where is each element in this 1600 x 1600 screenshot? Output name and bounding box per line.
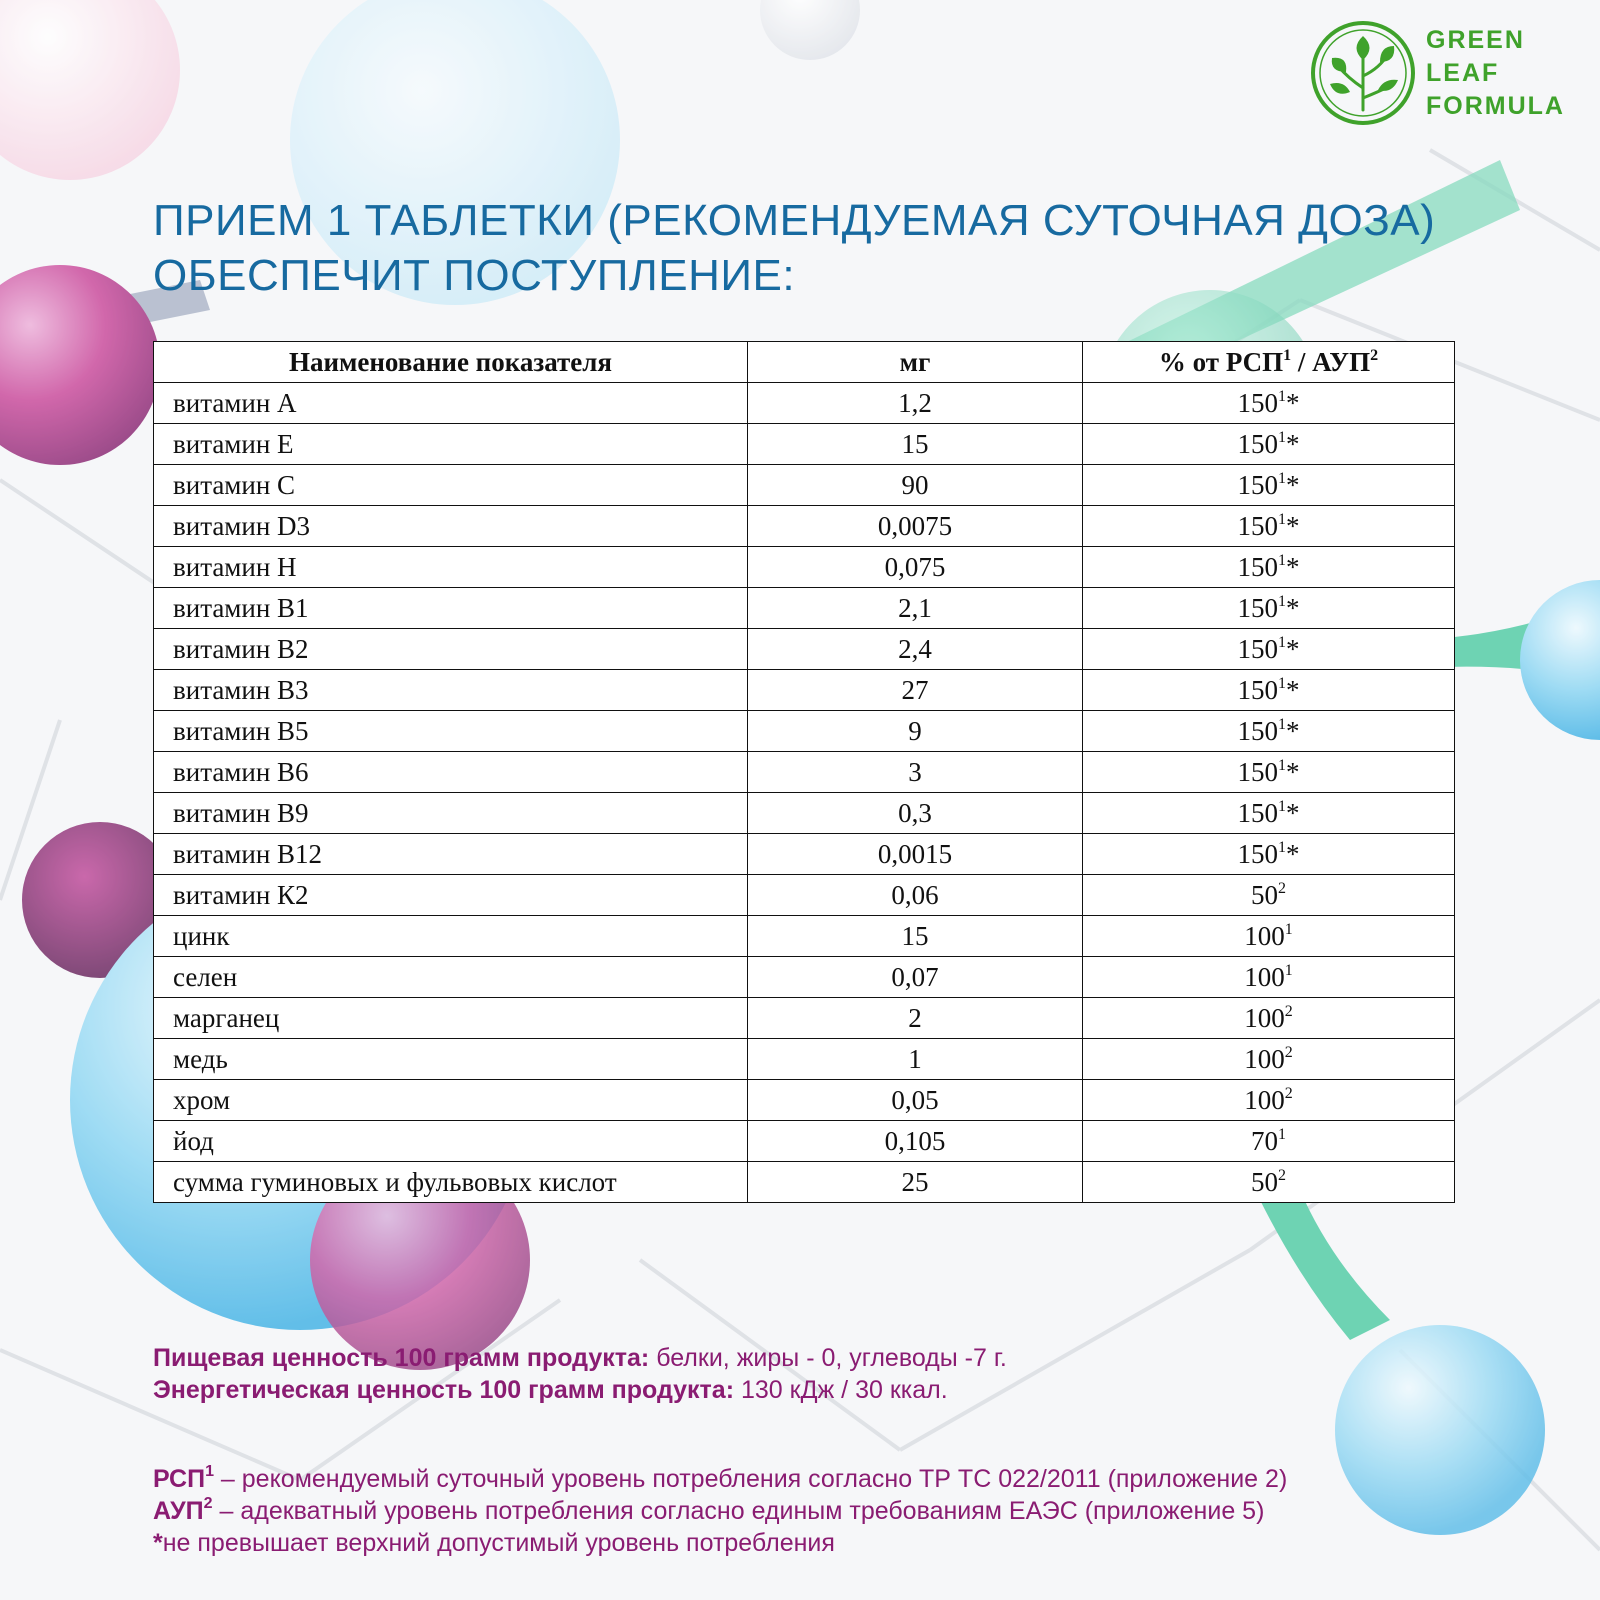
percent-upper-limit-mark: * xyxy=(1286,470,1300,500)
nutrient-name: сумма гуминовых и фульвовых кислот xyxy=(154,1162,748,1203)
percent-value: 150 xyxy=(1237,511,1278,541)
energy-value-label: Энергетическая ценность 100 грамм продукта: xyxy=(153,1376,735,1404)
nutrient-name: витамин В3 xyxy=(154,670,748,711)
table-row xyxy=(154,506,1455,547)
percent-upper-limit-mark: * xyxy=(1286,593,1300,623)
table-row xyxy=(154,998,1455,1039)
nutrient-name: марганец xyxy=(154,998,748,1039)
percent-footnote-ref: 1 xyxy=(1278,716,1286,733)
percent-upper-limit-mark: * xyxy=(1286,839,1300,869)
page-title xyxy=(153,193,1533,303)
nutrient-mg: 25 xyxy=(748,1162,1083,1203)
percent-footnote-ref: 1 xyxy=(1278,634,1286,651)
nutrient-percent xyxy=(1083,711,1455,752)
nutrient-percent xyxy=(1083,506,1455,547)
percent-value: 100 xyxy=(1244,921,1285,951)
table-row xyxy=(154,916,1455,957)
title-line-2: ОБЕСПЕЧИТ ПОСТУПЛЕНИЕ: xyxy=(153,251,796,300)
percent-value: 50 xyxy=(1251,880,1278,910)
percent-footnote-ref: 1 xyxy=(1284,962,1293,979)
nutrient-percent xyxy=(1083,547,1455,588)
percent-value: 150 xyxy=(1237,429,1278,459)
nutrient-percent xyxy=(1083,793,1455,834)
nutrient-mg: 0,105 xyxy=(748,1121,1083,1162)
percent-footnote-ref: 2 xyxy=(1284,1085,1293,1102)
percent-value: 100 xyxy=(1244,1044,1285,1074)
footnote-rsp-sup: 1 xyxy=(205,1463,214,1480)
footnote-rsp-label: РСП xyxy=(153,1465,206,1493)
nutrient-mg: 9 xyxy=(748,711,1083,752)
percent-upper-limit-mark: * xyxy=(1286,511,1300,541)
table-row xyxy=(154,793,1455,834)
percent-value: 150 xyxy=(1237,552,1278,582)
food-value-text: белки, жиры - 0, углеводы -7 г. xyxy=(649,1344,1007,1372)
nutrient-mg: 15 xyxy=(748,424,1083,465)
nutrient-percent xyxy=(1083,752,1455,793)
percent-footnote-ref: 1 xyxy=(1278,839,1286,856)
footnotes xyxy=(153,1463,1287,1559)
footnote-aup xyxy=(153,1495,1287,1527)
percent-footnote-ref: 1 xyxy=(1278,1126,1286,1143)
nutrient-name: витамин D3 xyxy=(154,506,748,547)
percent-footnote-ref: 1 xyxy=(1278,470,1286,487)
percent-upper-limit-mark: * xyxy=(1286,552,1300,582)
percent-footnote-ref: 2 xyxy=(1284,1044,1293,1061)
nutrient-percent xyxy=(1083,875,1455,916)
nutrient-percent xyxy=(1083,629,1455,670)
nutrient-name: хром xyxy=(154,1080,748,1121)
percent-upper-limit-mark: * xyxy=(1286,757,1300,787)
nutrient-mg: 1 xyxy=(748,1039,1083,1080)
nutrient-mg: 1,2 xyxy=(748,383,1083,424)
leaf-emblem-icon xyxy=(1308,18,1418,128)
table-row xyxy=(154,957,1455,998)
nutrient-name: витамин В12 xyxy=(154,834,748,875)
nutrient-percent xyxy=(1083,1080,1455,1121)
nutrient-name: витамин Е xyxy=(154,424,748,465)
nutrient-name: витамин С xyxy=(154,465,748,506)
table-row xyxy=(154,383,1455,424)
nutrient-percent xyxy=(1083,1121,1455,1162)
footnote-star-text: не превышает верхний допустимый уровень потребления xyxy=(162,1529,835,1557)
logo-line-3: FORMULA xyxy=(1426,92,1565,120)
table-row xyxy=(154,424,1455,465)
table-row xyxy=(154,875,1455,916)
percent-upper-limit-mark: * xyxy=(1286,675,1300,705)
table-row xyxy=(154,834,1455,875)
percent-footnote-ref: 1 xyxy=(1284,921,1293,938)
nutrient-mg: 0,0015 xyxy=(748,834,1083,875)
nutrient-percent xyxy=(1083,957,1455,998)
table-row xyxy=(154,629,1455,670)
footnote-rsp-text: – рекомендуемый суточный уровень потребления согласно ТР ТС 022/2011 (приложение 2) xyxy=(213,1465,1288,1493)
footnote-aup-text: – адекватный уровень потребления согласно единым требованиям ЕАЭС (приложение 5) xyxy=(212,1497,1265,1525)
nutrient-name: цинк xyxy=(154,916,748,957)
percent-value: 150 xyxy=(1237,634,1278,664)
header-pct-sup2: 2 xyxy=(1370,347,1379,364)
nutrient-percent xyxy=(1083,383,1455,424)
percent-upper-limit-mark: * xyxy=(1286,429,1300,459)
table-row xyxy=(154,1121,1455,1162)
nutrient-name: витамин В6 xyxy=(154,752,748,793)
table-row xyxy=(154,1162,1455,1203)
nutrient-mg: 2,4 xyxy=(748,629,1083,670)
energy-value-text: 130 кДж / 30 ккал. xyxy=(734,1376,948,1404)
table-body xyxy=(154,383,1455,1203)
nutrient-mg: 0,3 xyxy=(748,793,1083,834)
percent-value: 150 xyxy=(1237,593,1278,623)
percent-value: 150 xyxy=(1237,470,1278,500)
nutrient-mg: 0,07 xyxy=(748,957,1083,998)
percent-footnote-ref: 2 xyxy=(1278,880,1286,897)
percent-footnote-ref: 2 xyxy=(1278,1167,1286,1184)
nutrient-name: витамин В2 xyxy=(154,629,748,670)
percent-footnote-ref: 1 xyxy=(1278,388,1286,405)
header-pct-sup1: 1 xyxy=(1283,347,1292,364)
table-row xyxy=(154,547,1455,588)
header-pct-prefix: % от РСП xyxy=(1158,347,1284,377)
percent-value: 100 xyxy=(1244,1085,1285,1115)
nutrient-mg: 2,1 xyxy=(748,588,1083,629)
percent-value: 100 xyxy=(1244,1003,1285,1033)
column-header-mg: мг xyxy=(748,342,1083,383)
nutrient-name: витамин К2 xyxy=(154,875,748,916)
nutrient-mg: 0,075 xyxy=(748,547,1083,588)
nutrient-mg: 3 xyxy=(748,752,1083,793)
table-row xyxy=(154,752,1455,793)
logo-text xyxy=(1426,24,1565,123)
nutrient-mg: 0,0075 xyxy=(748,506,1083,547)
column-header-name: Наименование показателя xyxy=(154,342,748,383)
table-row xyxy=(154,711,1455,752)
food-value-line xyxy=(153,1342,1007,1374)
nutrient-percent xyxy=(1083,1039,1455,1080)
percent-value: 150 xyxy=(1237,798,1278,828)
footnote-star-label: * xyxy=(153,1529,163,1557)
nutrient-mg: 90 xyxy=(748,465,1083,506)
table-row xyxy=(154,1080,1455,1121)
table-row xyxy=(154,1039,1455,1080)
footnote-star xyxy=(153,1527,1287,1559)
table-row xyxy=(154,670,1455,711)
percent-value: 70 xyxy=(1251,1126,1278,1156)
nutrient-mg: 15 xyxy=(748,916,1083,957)
footnote-rsp xyxy=(153,1463,1287,1495)
nutrient-percent xyxy=(1083,1162,1455,1203)
nutrient-name: селен xyxy=(154,957,748,998)
percent-upper-limit-mark: * xyxy=(1286,634,1300,664)
nutrient-percent xyxy=(1083,916,1455,957)
table-row xyxy=(154,465,1455,506)
nutrient-mg: 0,05 xyxy=(748,1080,1083,1121)
header-pct-sep: / АУП xyxy=(1291,347,1371,377)
nutrient-mg: 27 xyxy=(748,670,1083,711)
percent-value: 50 xyxy=(1251,1167,1278,1197)
percent-footnote-ref: 2 xyxy=(1284,1003,1293,1020)
percent-value: 150 xyxy=(1237,675,1278,705)
nutrient-name: витамин В5 xyxy=(154,711,748,752)
nutrient-mg: 2 xyxy=(748,998,1083,1039)
percent-footnote-ref: 1 xyxy=(1278,593,1286,610)
nutrient-name: йод xyxy=(154,1121,748,1162)
percent-value: 100 xyxy=(1244,962,1285,992)
percent-footnote-ref: 1 xyxy=(1278,757,1286,774)
percent-upper-limit-mark: * xyxy=(1286,716,1300,746)
percent-value: 150 xyxy=(1237,757,1278,787)
title-line-1: ПРИЕМ 1 ТАБЛЕТКИ (РЕКОМЕНДУЕМАЯ СУТОЧНАЯ ДОЗА) xyxy=(153,196,1436,245)
nutrient-mg: 0,06 xyxy=(748,875,1083,916)
green-leaf-logo xyxy=(1308,18,1588,128)
column-header-percent xyxy=(1083,342,1455,383)
nutrient-name: витамин А xyxy=(154,383,748,424)
percent-upper-limit-mark: * xyxy=(1286,798,1300,828)
nutrient-name: витамин В9 xyxy=(154,793,748,834)
nutrient-percent xyxy=(1083,465,1455,506)
nutrient-name: медь xyxy=(154,1039,748,1080)
footnote-aup-sup: 2 xyxy=(203,1495,213,1512)
percent-value: 150 xyxy=(1237,716,1278,746)
logo-line-1: GREEN xyxy=(1426,26,1525,54)
percent-value: 150 xyxy=(1237,839,1278,869)
percent-footnote-ref: 1 xyxy=(1278,552,1286,569)
food-value-label: Пищевая ценность 100 грамм продукта: xyxy=(153,1344,650,1372)
percent-footnote-ref: 1 xyxy=(1278,511,1286,528)
nutrient-table xyxy=(153,341,1455,1203)
energy-value-line xyxy=(153,1374,1007,1406)
nutrition-info xyxy=(153,1342,1007,1406)
table-row xyxy=(154,588,1455,629)
nutrient-percent xyxy=(1083,834,1455,875)
percent-footnote-ref: 1 xyxy=(1278,675,1286,692)
nutrient-percent xyxy=(1083,670,1455,711)
percent-footnote-ref: 1 xyxy=(1278,798,1286,815)
percent-upper-limit-mark: * xyxy=(1286,388,1300,418)
percent-footnote-ref: 1 xyxy=(1278,429,1286,446)
footnote-aup-label: АУП xyxy=(153,1497,204,1525)
nutrient-name: витамин В1 xyxy=(154,588,748,629)
logo-line-2: LEAF xyxy=(1426,59,1500,87)
nutrient-percent xyxy=(1083,424,1455,465)
table-header-row xyxy=(154,342,1455,383)
nutrient-percent xyxy=(1083,998,1455,1039)
percent-value: 150 xyxy=(1237,388,1278,418)
nutrient-percent xyxy=(1083,588,1455,629)
nutrient-name: витамин Н xyxy=(154,547,748,588)
